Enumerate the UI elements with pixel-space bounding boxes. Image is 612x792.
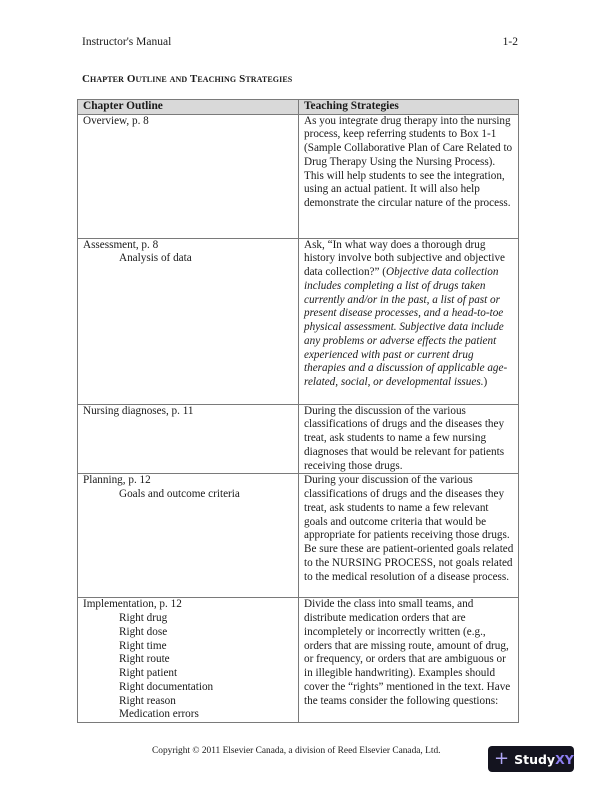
outline-subtopic: Right documentation [119, 680, 214, 693]
strategy-cell [299, 238, 519, 404]
outline-topic: Overview, p. 8 [83, 114, 149, 127]
badge-text-xy: XY [555, 751, 574, 767]
manual-title: Instructor's Manual [82, 36, 172, 48]
strategy-cell [299, 404, 519, 474]
section-title: Chapter Outline and Teaching Strategies [82, 73, 293, 85]
strategy-cell [299, 474, 519, 598]
outline-subtopic: Right reason [119, 694, 176, 707]
outline-cell [78, 238, 299, 404]
page-number: 1-2 [502, 36, 518, 48]
badge-text-study: Study [514, 751, 556, 767]
table-row [78, 598, 519, 723]
outline-subtopic: Right time [119, 639, 167, 652]
strategy-text: Ask, “In what way does a thorough drug history involve both subjective and objective data collection?” ( [304, 238, 506, 278]
outline-subtopic: Right dose [119, 625, 168, 638]
outline-topic: Assessment, p. 8 [83, 238, 159, 251]
strategy-text: Divide the class into small teams, and distribute medication orders that are incompletely or incorrectly written (e.g., orders that are missing route, amount of drug, or frequency, or orders that are ambiguous or in illegible handwriting). Examples should cover the “rights” mentioned in the text. Have the teams consider the following questions: [304, 598, 511, 707]
column-header-outline: Chapter Outline [78, 100, 299, 115]
outline-subtopic: Medication errors [119, 708, 199, 721]
table-row [78, 404, 519, 474]
outline-cell [78, 598, 299, 723]
table-row [78, 114, 519, 238]
outline-subtopic: Right route [119, 653, 170, 666]
outline-topic: Nursing diagnoses, p. 11 [83, 404, 194, 417]
outline-cell [78, 404, 299, 474]
strategy-text: During your discussion of the various classifications of drugs and the diseases they treat, ask students to name a few relevant goals and outcome criteria that would be appropriate for patients receiving those drugs. Be sure these are patient-oriented goals related to the NURSING PROCESS, not goals related to the medical resolution of a disease process. [304, 474, 514, 583]
outline-topic: Planning, p. 12 [83, 474, 151, 487]
outline-table [77, 99, 519, 723]
outline-topic: Implementation, p. 12 [83, 598, 182, 611]
table-header-row [78, 100, 519, 115]
outline-subtopic: Right patient [119, 667, 178, 679]
studyxy-badge[interactable] [488, 746, 574, 772]
strategy-text-tail: ) [483, 376, 488, 388]
table-row [78, 474, 519, 598]
outline-cell [78, 114, 299, 238]
running-header [82, 36, 518, 48]
strategy-italic-text: Objective data collection includes completing a list of drugs taken currently and/or in the past, a list of past or present disease processes, and a head-to-toe physical assessment. Subjective data include any problems or adverse effects the patient experienced with past or current drug therapies and a discussion of applicable age-related, social, or developmental issues. [304, 266, 508, 388]
copyright-footer: Copyright © 2011 Elsevier Canada, a division of Reed Elsevier Canada, Ltd. [152, 746, 441, 756]
plus-icon: + [494, 748, 510, 769]
column-header-strategies: Teaching Strategies [299, 100, 519, 115]
strategy-cell [299, 114, 519, 238]
table-row [78, 238, 519, 404]
outline-subtopic: Analysis of data [119, 252, 192, 265]
outline-subtopic: Right drug [119, 612, 168, 624]
strategy-text: During the discussion of the various classifications of drugs and the diseases they treat, ask students to name a few nursing diagnoses that would be relevant for patients receiving those drugs. [304, 404, 505, 472]
strategy-cell [299, 598, 519, 723]
strategy-text: As you integrate drug therapy into the nursing process, keep referring students to Box 1-1 (Sample Collaborative Plan of Care Related to Drug Therapy Using the Nursing Process). This will help students to see the integration, using an actual patient. It will also help demonstrate the circular nature of the process. [304, 114, 513, 209]
outline-subtopic: Goals and outcome criteria [119, 488, 240, 500]
outline-cell [78, 474, 299, 598]
